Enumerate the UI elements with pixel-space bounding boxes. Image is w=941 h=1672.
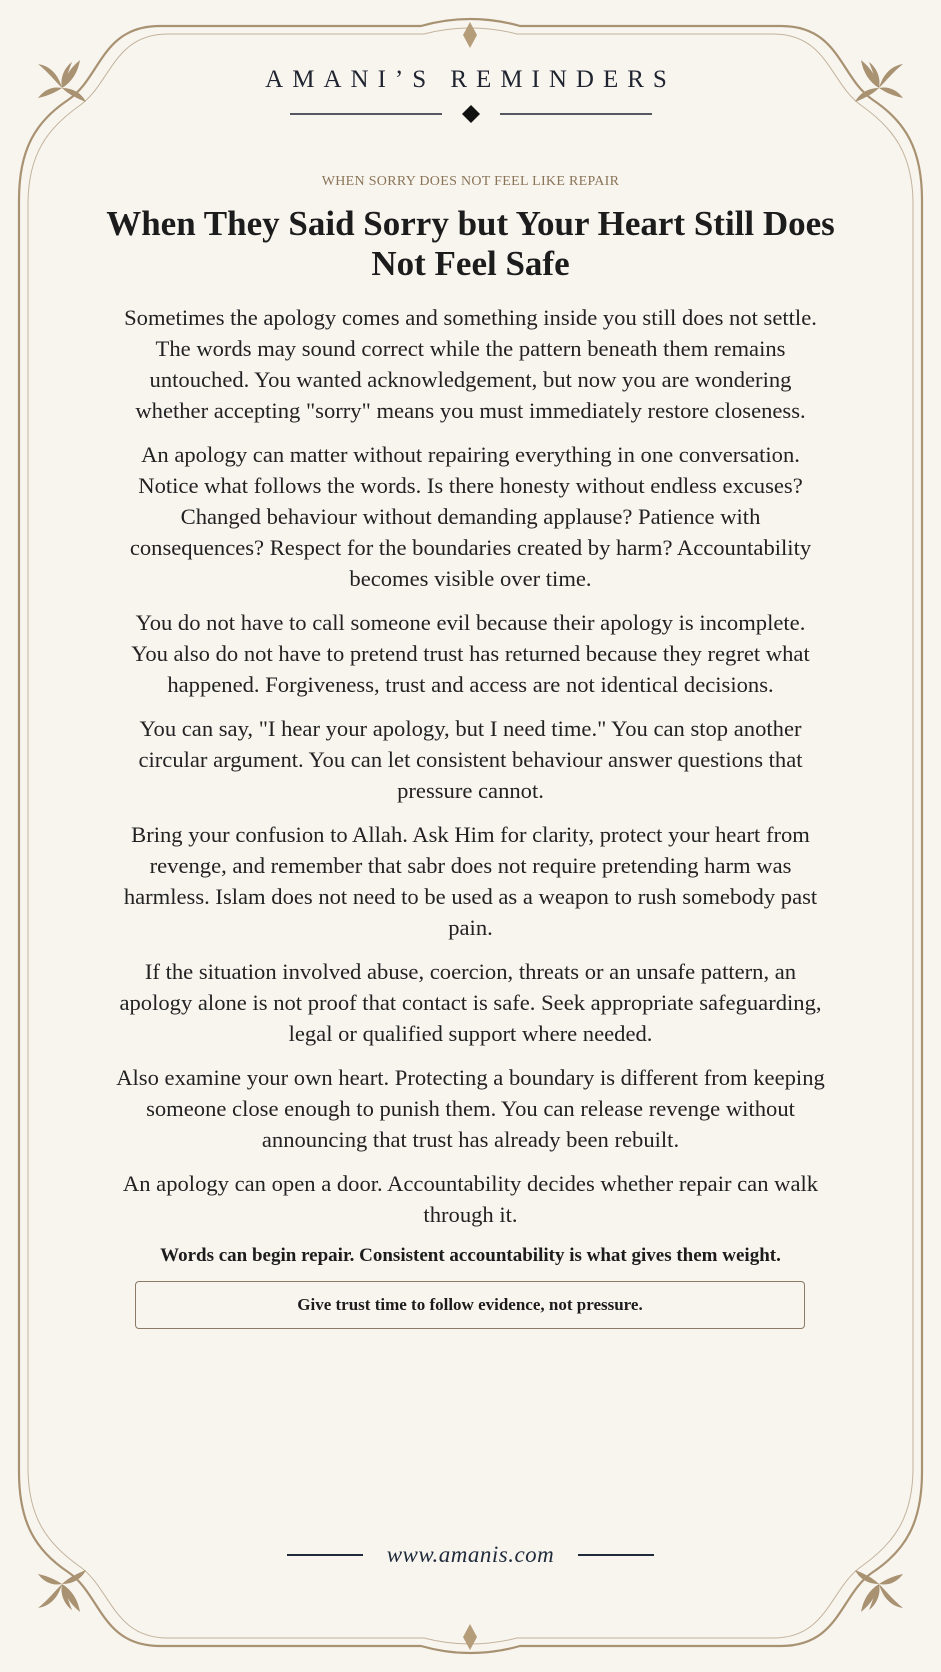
paragraph: Sometimes the apology comes and something inside you still does not settle. The words may sound correct while the pattern beneath them remains untouched. You wanted acknowledgement, but now you are wondering whether accepting "sorry" means you must immediately restore closeness.	[124, 305, 817, 423]
paragraph: Also examine your own heart. Protecting a boundary is different from keeping someone close enough to punish them. You can release revenge without announcing that trust has already been rebuilt.	[116, 1065, 825, 1152]
bottom-diamond-icon	[463, 1624, 477, 1650]
article-title: When They Said Sorry but Your Heart Still Does Not Feel Safe	[106, 204, 835, 283]
footer	[0, 1535, 941, 1575]
brand-divider	[290, 104, 652, 124]
website-link[interactable]: www.amanis.com	[386, 1542, 555, 1567]
corner-flourish-icon	[38, 1570, 86, 1612]
paragraph: You do not have to call someone evil because their apology is incomplete. You also do not have to pretend trust has returned because they regret what happened. Forgiveness, trust and access are not identical decisions.	[131, 610, 810, 697]
corner-flourish-icon	[855, 1570, 903, 1612]
footer-left-line	[287, 1554, 363, 1556]
brand-name: AMANI’S REMINDERS	[265, 66, 676, 93]
paragraph: An apology can matter without repairing everything in one conversation. Notice what follows the words. Is there honesty without endless excuses? Changed behaviour without demanding applause? Patience with consequences? Respect for the boundaries created by harm? Accountability becomes visible over time.	[129, 442, 812, 591]
key-takeaway: Words can begin repair. Consistent accountability is what gives them weight.	[160, 1245, 781, 1266]
paragraph: If the situation involved abuse, coercion, threats or an unsafe pattern, an apology alone is not proof that contact is safe. Seek appropriate safeguarding, legal or qualified support where needed.	[119, 959, 822, 1046]
callout-box	[135, 1281, 805, 1329]
article-body	[115, 302, 826, 1329]
callout-text: Give trust time to follow evidence, not pressure.	[297, 1295, 643, 1314]
paragraph: Bring your confusion to Allah. Ask Him for clarity, protect your heart from revenge, and remember that sabr does not require pretending harm was harmless. Islam does not need to be used as a weapon to rush somebody past pain.	[123, 822, 818, 940]
article-eyebrow: WHEN SORRY DOES NOT FEEL LIKE REPAIR	[321, 174, 620, 189]
paragraph: An apology can open a door. Accountability decides whether repair can walk through it.	[122, 1171, 819, 1227]
diamond-ornament-icon	[462, 105, 480, 123]
paragraph: You can say, "I hear your apology, but I need time." You can stop another circular argument. You can let consistent behaviour answer questions that pressure cannot.	[138, 716, 803, 803]
footer-right-line	[578, 1554, 654, 1556]
top-diamond-icon	[463, 22, 477, 48]
